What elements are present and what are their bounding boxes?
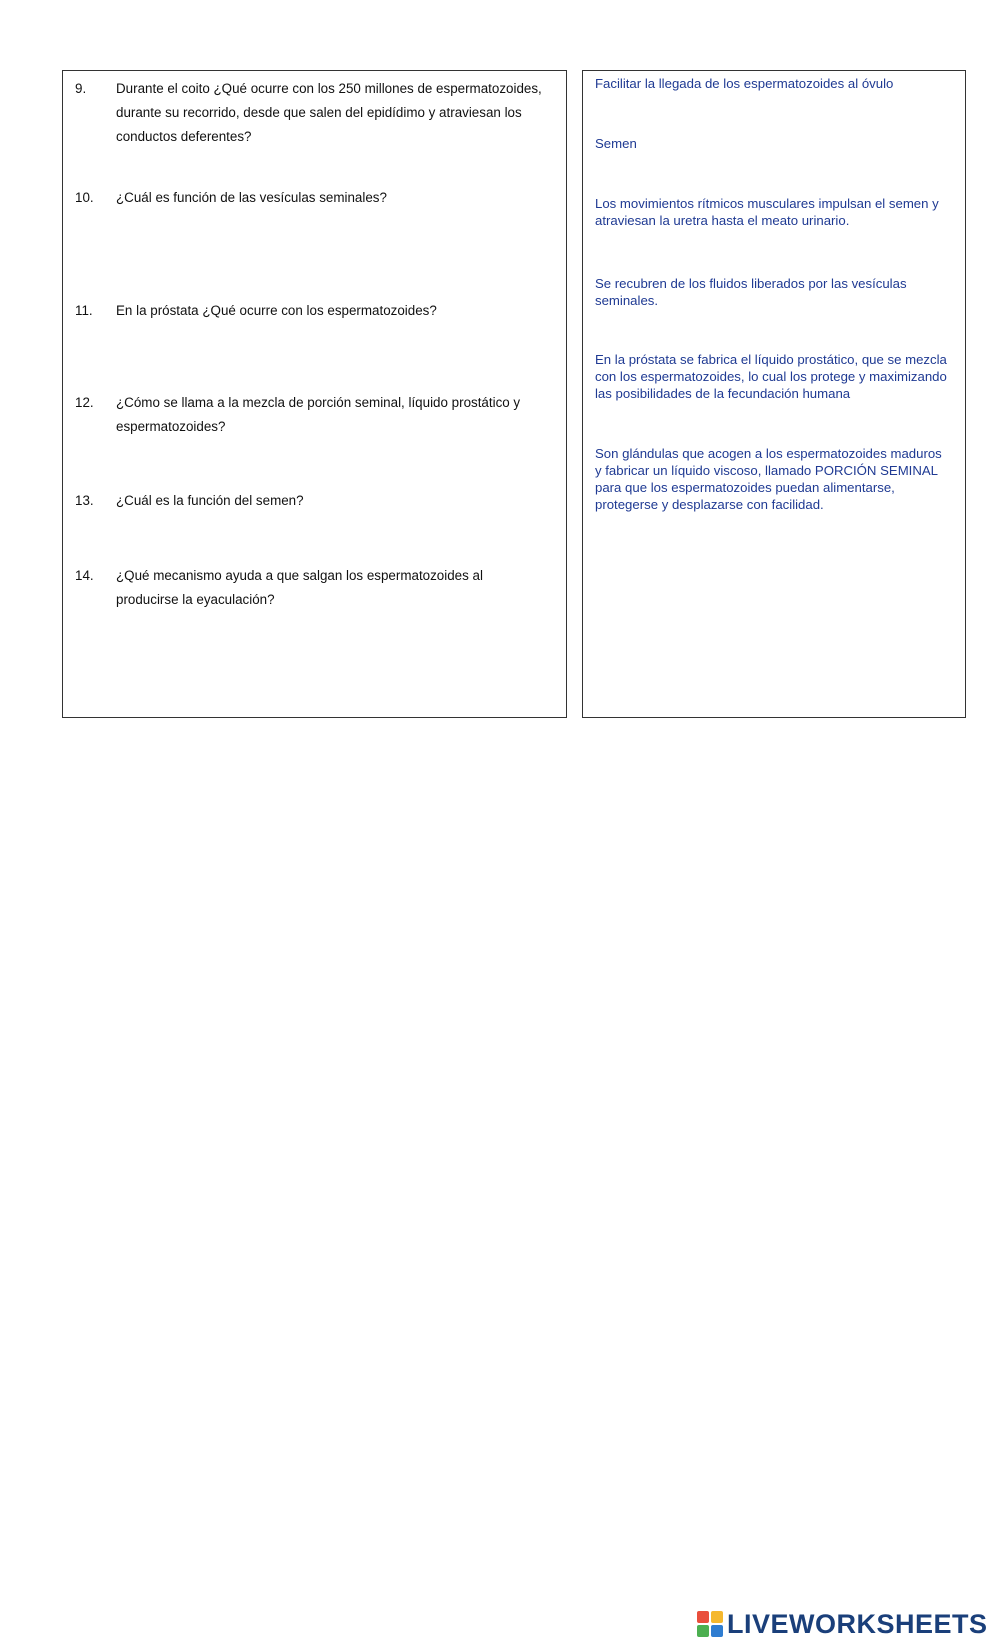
liveworksheets-logo — [697, 1609, 992, 1639]
question-number: 12. — [75, 395, 94, 410]
logo-block — [697, 1625, 709, 1637]
logo-blocks-icon — [697, 1611, 723, 1637]
answers-panel — [582, 70, 966, 718]
questions-panel — [62, 70, 567, 718]
question-11 — [75, 299, 545, 323]
question-text: En la próstata ¿Qué ocurre con los espermatozoides? — [116, 303, 437, 318]
question-number: 11. — [75, 303, 93, 318]
question-12 — [75, 391, 545, 439]
question-text: ¿Cómo se llama a la mezcla de porción seminal, líquido prostático y espermatozoides? — [116, 395, 521, 434]
answer-option[interactable]: Facilitar la llegada de los espermatozoides al óvulo — [595, 76, 894, 91]
question-13 — [75, 489, 545, 513]
question-text: ¿Cuál es función de las vesículas seminales? — [116, 190, 387, 205]
question-text: Durante el coito ¿Qué ocurre con los 250 millones de espermatozoides, durante su recorrido, desde que salen del epidídimo y atraviesan los conductos deferentes? — [116, 81, 542, 144]
question-10 — [75, 186, 545, 210]
logo-block — [697, 1611, 709, 1623]
question-number: 10. — [75, 190, 94, 205]
question-9 — [75, 77, 545, 149]
answer-option[interactable]: En la próstata se fabrica el líquido prostático, que se mezcla con los espermatozoides, lo cual los protege y maximizando las posibilidades de la fecundación humana — [595, 352, 947, 401]
answer-option[interactable]: Se recubren de los fluidos liberados por las vesículas seminales. — [595, 276, 907, 308]
question-text: ¿Qué mecanismo ayuda a que salgan los espermatozoides al producirse la eyaculación? — [116, 568, 483, 607]
answer-option[interactable]: Semen — [595, 136, 637, 151]
answer-option[interactable]: Son glándulas que acogen a los espermatozoides maduros y fabricar un líquido viscoso, llamado PORCIÓN SEMINAL para que los espermatozoides puedan alimentarse, protegerse y desplazarse con facilidad. — [595, 446, 942, 512]
logo-text: LIVEWORKSHEETS — [727, 1608, 988, 1639]
logo-block — [711, 1625, 723, 1637]
question-number: 13. — [75, 493, 94, 508]
question-number: 14. — [75, 568, 94, 583]
question-number: 9. — [75, 81, 87, 96]
question-text: ¿Cuál es la función del semen? — [116, 493, 304, 508]
question-14 — [75, 564, 545, 612]
logo-block — [711, 1611, 723, 1623]
answer-option[interactable]: Los movimientos rítmicos musculares impulsan el semen y atraviesan la uretra hasta el meato urinario. — [595, 196, 939, 228]
